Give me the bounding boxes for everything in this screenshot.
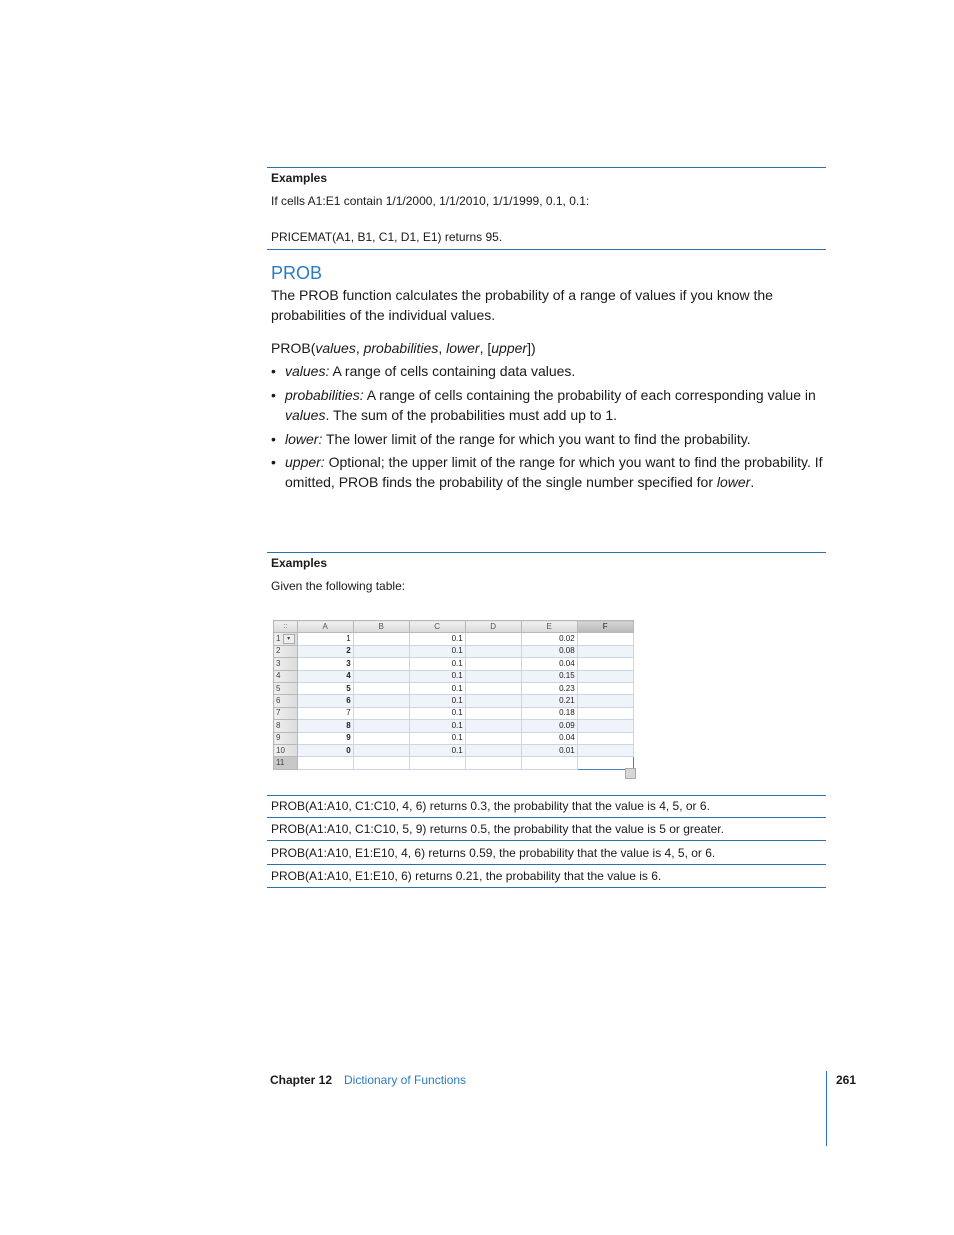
table-row — [274, 633, 634, 645]
cell-b — [353, 695, 409, 707]
cell-a: 9 — [297, 732, 353, 744]
cell-b — [353, 732, 409, 744]
cell-e: 0.18 — [521, 707, 577, 719]
cell-e: 0.04 — [521, 732, 577, 744]
syntax-arg-values: values — [315, 340, 356, 356]
cell-b — [353, 707, 409, 719]
cell-e: 0.23 — [521, 682, 577, 694]
cell-f — [577, 720, 633, 732]
syntax-sep-1: , — [355, 340, 364, 356]
cell-a: 5 — [297, 682, 353, 694]
bullet-dot: • — [271, 431, 276, 447]
result-row: PROB(A1:A10, E1:E10, 4, 6) returns 0.59, the probability that the value is 4, 5, or 6. — [267, 842, 826, 865]
cell-c: 0.1 — [409, 633, 465, 645]
row-header: 3 — [274, 658, 298, 670]
syntax-arg-upper: upper — [491, 340, 528, 356]
row-header: 6 — [274, 695, 298, 707]
cell-f — [577, 707, 633, 719]
cell-d — [465, 720, 521, 732]
bottom-examples-rule-top — [267, 552, 826, 553]
table-row — [274, 720, 634, 732]
cell-a: 2 — [297, 645, 353, 657]
column-header: B — [353, 621, 409, 633]
cell-b — [353, 757, 409, 769]
bullet-term: probabilities: — [285, 387, 364, 403]
result-row: PROB(A1:A10, E1:E10, 6) returns 0.21, the probability that the value is 6. — [267, 865, 826, 888]
cell-a: 3 — [297, 658, 353, 670]
cell-c: 0.1 — [409, 695, 465, 707]
spreadsheet-grid — [273, 620, 634, 770]
grid-corner: :: — [274, 621, 298, 633]
cell-a: 7 — [297, 707, 353, 719]
cell-c — [409, 757, 465, 769]
bullet-text: Optional; the upper limit of the range for which you want to find the probability. If omitted, PROB finds the probability of the single number specified for — [285, 454, 823, 490]
cell-d — [465, 707, 521, 719]
syntax-arg-probabilities: probabilities — [363, 340, 439, 356]
bullet-text: A range of cells containing the probability of each corresponding value in — [363, 387, 816, 403]
syntax-arg-lower: lower — [446, 340, 480, 356]
table-row — [274, 707, 634, 719]
cell-b — [353, 670, 409, 682]
cell-b — [353, 744, 409, 756]
cell-d — [465, 645, 521, 657]
row-header: 9 — [274, 732, 298, 744]
row-header: 5 — [274, 682, 298, 694]
bullet-probabilities — [271, 385, 827, 425]
column-header: A — [297, 621, 353, 633]
bullet-term: lower: — [285, 431, 323, 447]
cell-c: 0.1 — [409, 658, 465, 670]
cell-a: 0 — [297, 744, 353, 756]
cell-c: 0.1 — [409, 707, 465, 719]
cell-f — [577, 732, 633, 744]
footer-chapter: Chapter 12 — [270, 1073, 333, 1087]
cell-f — [577, 695, 633, 707]
table-row — [274, 658, 634, 670]
bullet-dot: • — [271, 363, 276, 379]
column-header: E — [521, 621, 577, 633]
top-examples-rule-bottom — [267, 249, 826, 250]
cell-f — [577, 682, 633, 694]
bullet-values — [271, 361, 827, 381]
column-header-selected: F — [577, 621, 633, 633]
filter-arrow-icon: ▾ — [283, 634, 295, 644]
section-title: PROB — [271, 263, 323, 283]
result-row: PROB(A1:A10, C1:C10, 5, 9) returns 0.5, the probability that the value is 5 or greater. — [267, 818, 826, 841]
row-header: 10 — [274, 744, 298, 756]
row-header: 2 — [274, 645, 298, 657]
bullet-text-end: . The sum of the probabilities must add up to 1. — [325, 407, 618, 423]
top-examples-line-1: If cells A1:E1 contain 1/1/2000, 1/1/2010, 1/1/1999, 0.1, 0.1: — [271, 194, 590, 208]
cell-b — [353, 658, 409, 670]
cell-a: 4 — [297, 670, 353, 682]
row-header: 1 ▾ — [274, 633, 298, 645]
top-examples-rule-top — [267, 167, 826, 168]
table-row — [274, 682, 634, 694]
syntax-sep-2: , — [438, 340, 447, 356]
cell-f — [577, 744, 633, 756]
function-syntax — [271, 338, 827, 358]
cell-e: 0.04 — [521, 658, 577, 670]
cell-d — [465, 744, 521, 756]
cell-d — [465, 658, 521, 670]
bullet-term: upper: — [285, 454, 325, 470]
row-header: 7 — [274, 707, 298, 719]
cell-b — [353, 645, 409, 657]
syntax-open: ( — [310, 340, 316, 356]
bottom-examples-heading: Examples — [271, 556, 328, 570]
cell-b — [353, 633, 409, 645]
syntax-close: ]) — [527, 340, 536, 356]
table-row — [274, 645, 634, 657]
column-header: C — [409, 621, 465, 633]
cell-a — [297, 757, 353, 769]
bottom-examples-intro: Given the following table: — [271, 579, 406, 593]
bullet-term: values: — [285, 363, 330, 379]
footer-chapter-title: Dictionary of Functions — [344, 1073, 467, 1087]
cell-e: 0.09 — [521, 720, 577, 732]
cell-e: 0.01 — [521, 744, 577, 756]
bullet-dot: • — [271, 454, 276, 470]
cell-a: 6 — [297, 695, 353, 707]
cell-d — [465, 670, 521, 682]
resize-handle-icon — [625, 768, 636, 779]
bullet-text: The lower limit of the range for which you want to find the probability. — [322, 431, 751, 447]
cell-a: 8 — [297, 720, 353, 732]
cell-e: 0.02 — [521, 633, 577, 645]
cell-d — [465, 682, 521, 694]
bullet-emphasis: lower — [716, 474, 751, 490]
result-row: PROB(A1:A10, C1:C10, 4, 6) returns 0.3, the probability that the value is 4, 5, or 6. — [267, 795, 826, 818]
top-examples-line-2: PRICEMAT(A1, B1, C1, D1, E1) returns 95. — [271, 230, 503, 244]
spreadsheet — [273, 620, 641, 780]
column-header-row — [274, 621, 634, 633]
bullet-text: A range of cells containing data values. — [329, 363, 576, 379]
bullet-dot: • — [271, 387, 276, 403]
syntax-name: PROB — [271, 340, 311, 356]
cell-c: 0.1 — [409, 720, 465, 732]
cell-c: 0.1 — [409, 682, 465, 694]
cell-c: 0.1 — [409, 670, 465, 682]
cell-d — [465, 732, 521, 744]
cell-f — [577, 633, 633, 645]
cell-b — [353, 682, 409, 694]
cell-f — [577, 658, 633, 670]
bullet-text-end: . — [750, 474, 755, 490]
cell-d — [465, 757, 521, 769]
cell-b — [353, 720, 409, 732]
footer-page-number: 261 — [836, 1073, 857, 1087]
row-header: 4 — [274, 670, 298, 682]
table-row — [274, 670, 634, 682]
column-header: D — [465, 621, 521, 633]
cell-e: 0.21 — [521, 695, 577, 707]
syntax-sep-3: , [ — [479, 340, 492, 356]
cell-f — [577, 645, 633, 657]
table-row — [274, 744, 634, 756]
bullet-emphasis: values — [285, 407, 326, 423]
cell-d — [465, 695, 521, 707]
table-row — [274, 732, 634, 744]
cell-f — [577, 670, 633, 682]
cell-c: 0.1 — [409, 645, 465, 657]
cell-a: 1 — [297, 633, 353, 645]
footer-divider — [826, 1071, 827, 1146]
cell-e — [521, 757, 577, 769]
row-header-selected: 11 — [274, 757, 298, 769]
cell-c: 0.1 — [409, 744, 465, 756]
section-intro: The PROB function calculates the probability of a range of values if you know the probabilities of the individual values. — [271, 287, 773, 323]
bullet-lower — [271, 429, 827, 449]
row-header: 8 — [274, 720, 298, 732]
cell-e: 0.08 — [521, 645, 577, 657]
cell-d — [465, 633, 521, 645]
top-examples-heading: Examples — [271, 171, 328, 185]
table-row — [274, 695, 634, 707]
cell-e: 0.15 — [521, 670, 577, 682]
table-row — [274, 757, 634, 769]
cell-c: 0.1 — [409, 732, 465, 744]
bullet-upper — [271, 452, 827, 492]
